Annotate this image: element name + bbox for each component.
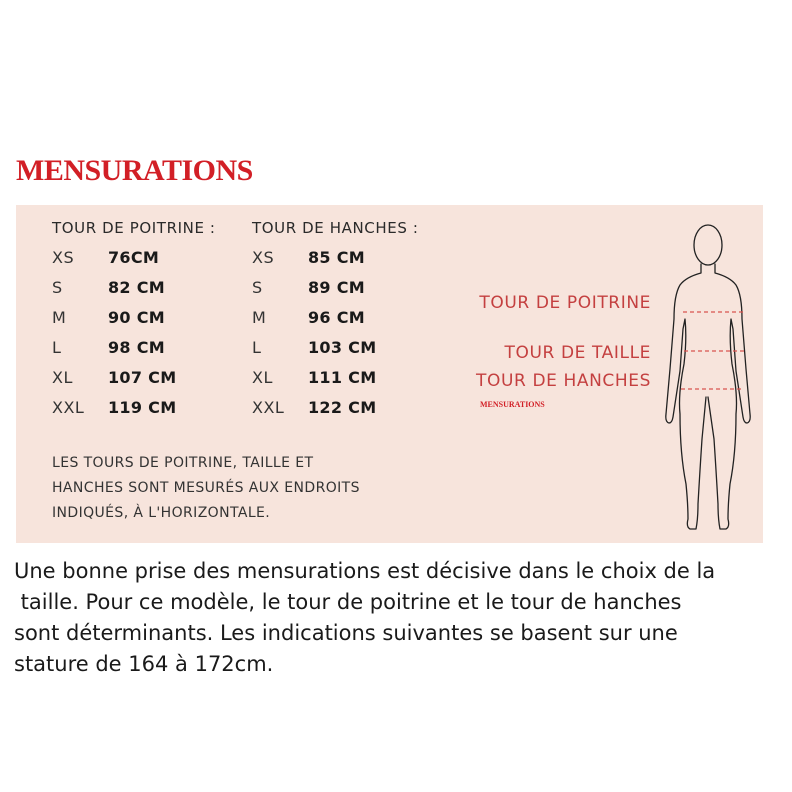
- size-label: XS: [252, 248, 275, 267]
- hips-row: [252, 243, 432, 273]
- size-value: 96 CM: [308, 308, 365, 327]
- size-label: XL: [252, 368, 273, 387]
- size-value: 122 CM: [308, 398, 377, 417]
- size-value: 107 CM: [108, 368, 177, 387]
- mini-title: MENSURATIONS: [480, 400, 545, 409]
- waist-diagram-label: TOUR DE TAILLE: [504, 343, 651, 363]
- chest-row: [52, 303, 232, 333]
- paragraph-line: Une bonne prise des mensurations est décisive dans le choix de la: [14, 559, 716, 583]
- head-outline: [694, 225, 722, 265]
- size-label: L: [52, 338, 62, 357]
- hips-diagram-label: TOUR DE HANCHES: [476, 371, 651, 391]
- chest-row: [52, 393, 232, 423]
- size-label: XL: [52, 368, 73, 387]
- size-value: 90 CM: [108, 308, 165, 327]
- size-value: 111 CM: [308, 368, 377, 387]
- size-value: 98 CM: [108, 338, 165, 357]
- size-value: 119 CM: [108, 398, 177, 417]
- size-value: 85 CM: [308, 248, 365, 267]
- hips-row: [252, 273, 432, 303]
- size-value: 76CM: [108, 248, 160, 267]
- measurement-note: [52, 451, 360, 526]
- body-left-outline: [666, 264, 706, 529]
- chest-size-list: [52, 243, 232, 423]
- size-label: XXL: [52, 398, 85, 417]
- size-value: 89 CM: [308, 278, 365, 297]
- size-label: XXL: [252, 398, 285, 417]
- size-label: XS: [52, 248, 75, 267]
- body-silhouette-icon: [656, 219, 756, 539]
- size-label: S: [252, 278, 263, 297]
- chest-row: [52, 333, 232, 363]
- paragraph-line: taille. Pour ce modèle, le tour de poitrine et le tour de hanches: [14, 590, 682, 614]
- hips-row: [252, 303, 432, 333]
- hips-row: [252, 363, 432, 393]
- size-label: M: [252, 308, 267, 327]
- note-line: LES TOURS DE POITRINE, TAILLE ET: [52, 455, 314, 471]
- hips-row: [252, 333, 432, 363]
- paragraph-line: stature de 164 à 172cm.: [14, 652, 274, 676]
- chest-row: [52, 243, 232, 273]
- hips-size-list: [252, 243, 432, 423]
- body-right-outline: [708, 264, 750, 529]
- chest-diagram-label: TOUR DE POITRINE: [479, 293, 651, 313]
- size-chart-panel: [16, 205, 763, 543]
- size-label: M: [52, 308, 67, 327]
- note-line: HANCHES SONT MESURÉS AUX ENDROITS: [52, 480, 360, 496]
- size-label: L: [252, 338, 262, 357]
- size-value: 103 CM: [308, 338, 377, 357]
- hips-column-header: TOUR DE HANCHES :: [252, 219, 419, 237]
- hips-row: [252, 393, 432, 423]
- chest-row: [52, 273, 232, 303]
- page-title: MENSURATIONS: [16, 154, 253, 187]
- size-label: S: [52, 278, 63, 297]
- chest-row: [52, 363, 232, 393]
- chest-column-header: TOUR DE POITRINE :: [52, 219, 216, 237]
- note-line: INDIQUÉS, À L'HORIZONTALE.: [52, 505, 271, 521]
- size-value: 82 CM: [108, 278, 165, 297]
- description-paragraph: [14, 556, 784, 680]
- paragraph-line: sont déterminants. Les indications suivantes se basent sur une: [14, 621, 678, 645]
